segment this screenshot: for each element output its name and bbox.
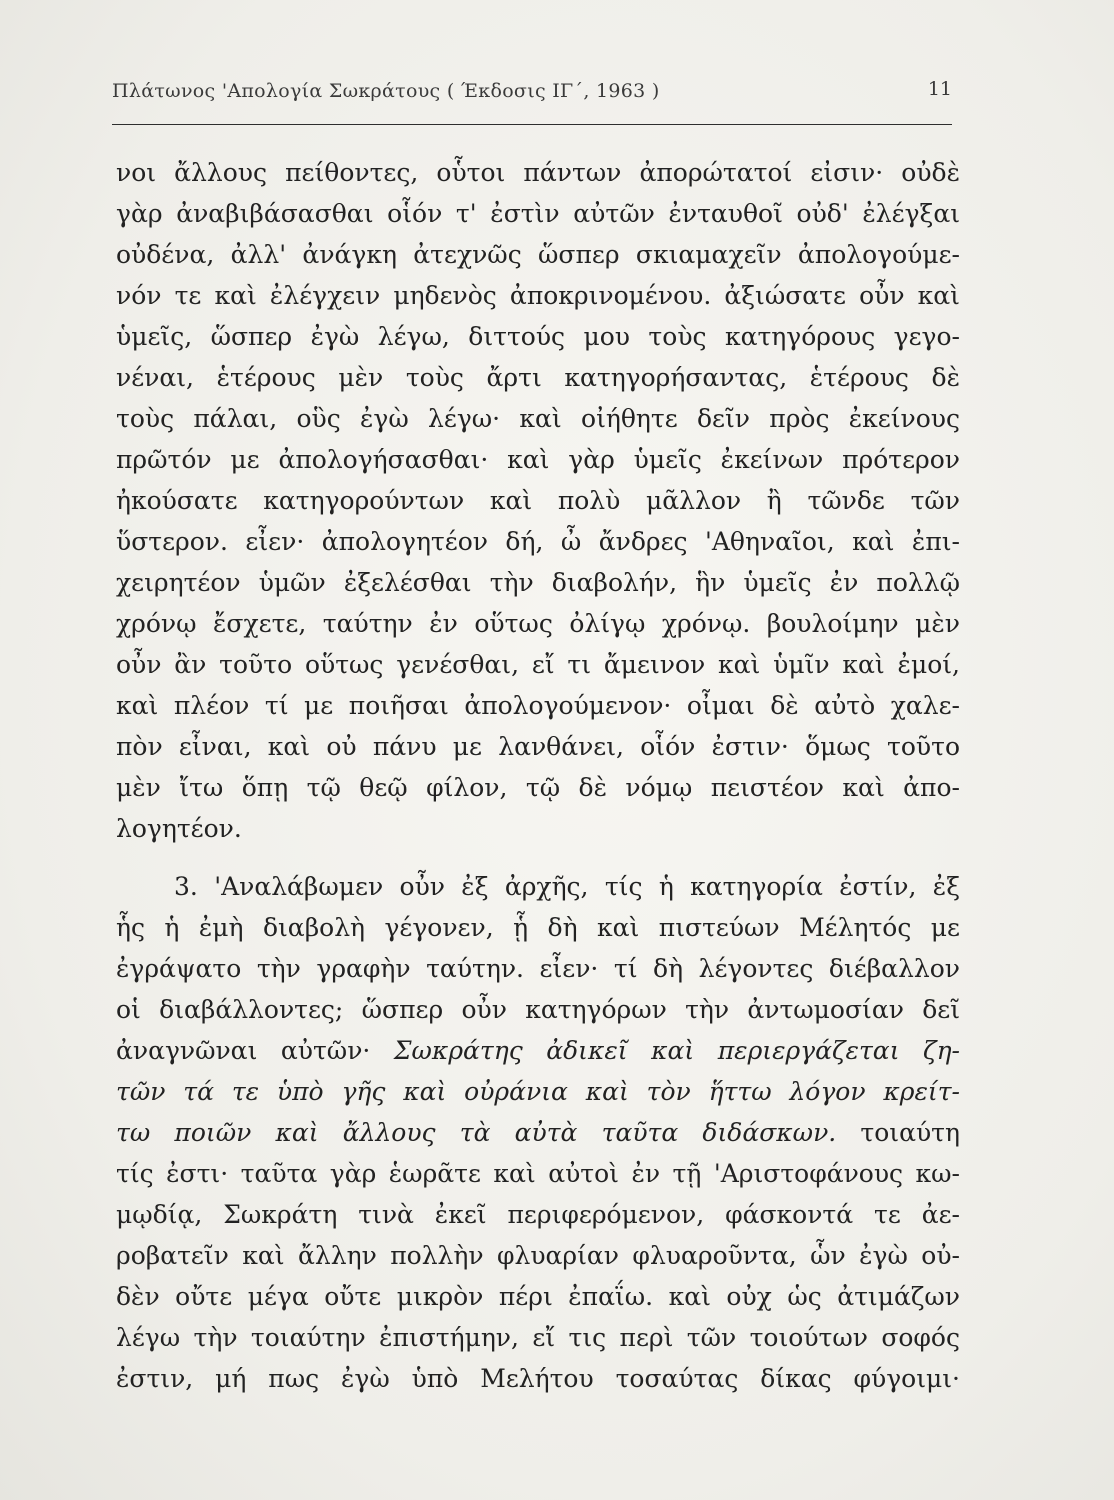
text-line: ὕστερον. εἶεν· ἀπολογητέον δή, ὦ ἄνδρες 'Αθηναῖοι, καὶ ἐπι- [116,527,960,556]
text-line: πρῶτόν με ἀπολογήσασθαι· καὶ γὰρ ὑμεῖς ἐκείνων πρότερον [116,445,960,474]
italic-quote: τω ποιῶν καὶ ἄλλους τὰ αὐτὰ ταῦτα διδάσκων. [116,1118,837,1147]
running-title: Πλάτωνος 'Απολογία Σωκράτους ( Έκδοσις ΙΓ΄, 1963 ) [112,80,660,102]
text-line: ἠκούσατε κατηγορούντων καὶ πολὺ μᾶλλον ἢ τῶνδε τῶν [116,486,960,515]
italic-quote: Σωκράτης ἀδικεῖ καὶ περιεργάζεται ζη- [393,1036,960,1065]
text-line: νέναι, ἑτέρους μὲν τοὺς ἄρτι κατηγορήσαντας, ἑτέρους δὲ [116,363,960,392]
text-line: λέγω τὴν τοιαύτην ἐπιστήμην, εἴ τις περὶ τῶν τοιούτων σοφός [116,1323,960,1352]
page-number: 11 [927,78,952,100]
text-line: χρόνῳ ἔσχετε, ταύτην ἐν οὕτως ὀλίγῳ χρόνῳ. βουλοίμην μὲν [116,609,960,638]
text-line: μῳδίᾳ, Σωκράτη τινὰ ἐκεῖ περιφερόμενον, φάσκοντά τε ἀε- [116,1200,960,1229]
text-line-section-start: 3. 'Αναλάβωμεν οὖν ἐξ ἀρχῆς, τίς ἡ κατηγορία ἐστίν, ἐξ [174,872,960,901]
text-line: μὲν ἴτω ὅπῃ τῷ θεῷ φίλον, τῷ δὲ νόμῳ πειστέον καὶ ἀπο- [116,773,960,802]
text-line: οἱ διαβάλλοντες; ὥσπερ οὖν κατηγόρων τὴν ἀντωμοσίαν δεῖ [116,995,960,1024]
text-line: ροβατεῖν καὶ ἄλλην πολλὴν φλυαρίαν φλυαροῦντα, ὧν ἐγὼ οὐ- [116,1241,960,1270]
text-line: ἐστιν, μή πως ἐγὼ ὑπὸ Μελήτου τοσαύτας δίκας φύγοιμι· [116,1364,960,1393]
text-line: ἧς ἡ ἐμὴ διαβολὴ γέγονεν, ᾗ δὴ καὶ πιστεύων Μέλητός με [116,913,960,942]
paragraph-1 [116,152,960,849]
text-line [116,1112,960,1153]
text-line: γὰρ ἀναβιβάσασθαι οἷόν τ' ἐστὶν αὐτῶν ἐνταυθοῖ οὐδ' ἐλέγξαι [116,199,960,228]
text-line: πὸν εἶναι, καὶ οὐ πάνυ με λανθάνει, οἷόν ἐστιν· ὅμως τοῦτο [116,732,960,761]
text-line [116,1071,960,1112]
text-span: ἀναγνῶναι αὐτῶν· [116,1036,371,1065]
text-line [116,1030,960,1071]
text-line: χειρητέον ὑμῶν ἐξελέσθαι τὴν διαβολήν, ἣν ὑμεῖς ἐν πολλῷ [116,568,960,597]
running-header [112,74,952,108]
header-rule [112,124,952,125]
text-line: οὖν ἂν τοῦτο οὕτως γενέσθαι, εἴ τι ἄμεινον καὶ ὑμῖν καὶ ἐμοί, [116,650,960,679]
body-text [116,152,960,1399]
text-span: τοιαύτη [860,1118,960,1147]
text-line: δὲν οὔτε μέγα οὔτε μικρὸν πέρι ἐπαΐω. καὶ οὐχ ὡς ἀτιμάζων [116,1282,960,1311]
text-line: τοὺς πάλαι, οὓς ἐγὼ λέγω· καὶ οἰήθητε δεῖν πρὸς ἐκείνους [116,404,960,433]
text-line: νόν τε καὶ ἐλέγχειν μηδενὸς ἀποκρινομένου. ἀξιώσατε οὖν καὶ [116,281,960,310]
paragraph-gap [116,849,960,866]
text-line: καὶ πλέον τί με ποιῆσαι ἀπολογούμενον· οἶμαι δὲ αὐτὸ χαλε- [116,691,960,720]
text-line: ἐγράψατο τὴν γραφὴν ταύτην. εἶεν· τί δὴ λέγοντες διέβαλλον [116,954,960,983]
text-line: λογητέον. [116,814,242,843]
text-line: οὐδένα, ἀλλ' ἀνάγκη ἀτεχνῶς ὥσπερ σκιαμαχεῖν ἀπολογούμε- [116,240,960,269]
italic-quote: τῶν τά τε ὑπὸ γῆς καὶ οὐράνια καὶ τὸν ἥττω λόγον κρείτ- [116,1077,960,1106]
text-line: τίς ἐστι· ταῦτα γὰρ ἑωρᾶτε καὶ αὐτοὶ ἐν τῇ 'Αριστοφάνους κω- [116,1159,960,1188]
text-line: νοι ἄλλους πείθοντες, οὗτοι πάντων ἀπορώτατοί εἰσιν· οὐδὲ [116,158,960,187]
text-line: ὑμεῖς, ὥσπερ ἐγὼ λέγω, διττούς μου τοὺς κατηγόρους γεγο- [116,322,960,351]
paragraph-2 [116,866,960,1399]
